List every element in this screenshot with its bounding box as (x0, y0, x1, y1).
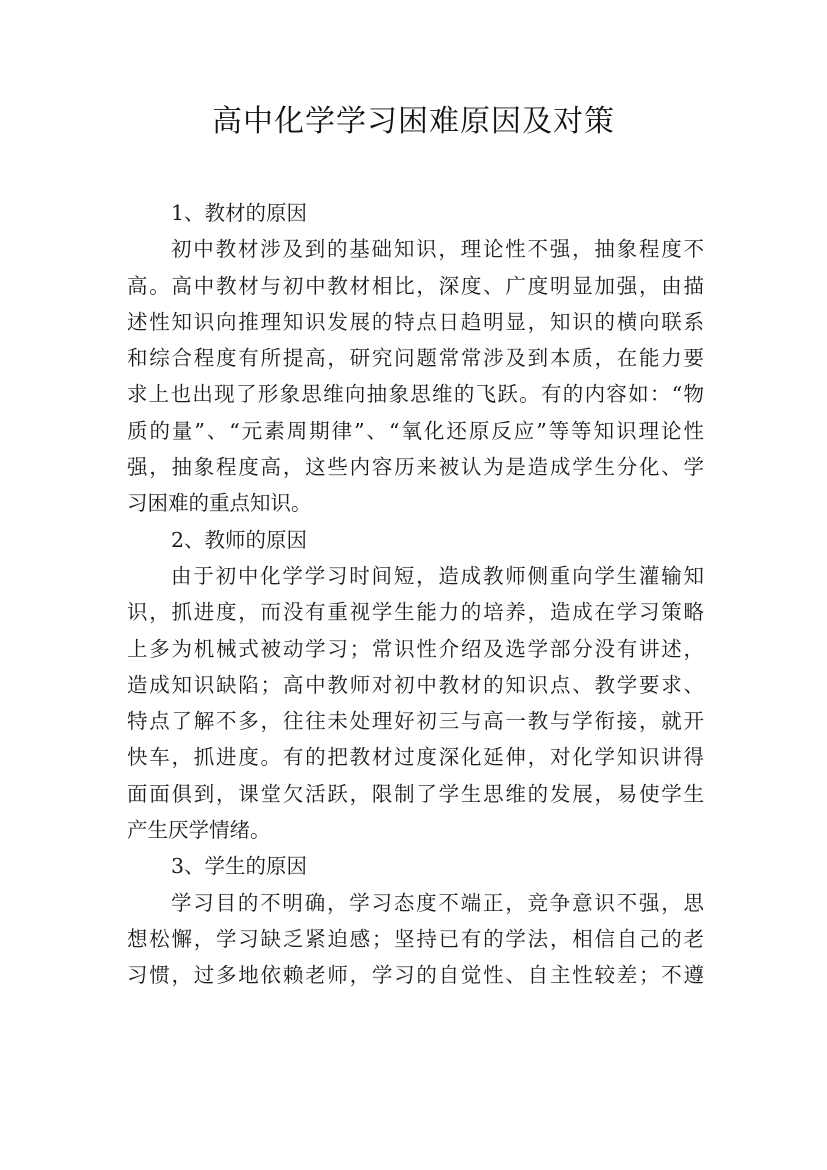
paragraph-line: 初中教材涉及到的基础知识，理论性不强，抽象程度不 (171, 237, 704, 262)
paragraph-line: 面面俱到，课堂欠活跃，限制了学生思维的发展，易使学生 (127, 781, 704, 806)
document-title: 高中化学学习困难原因及对策 (212, 104, 615, 139)
paragraph-line: 上多为机械式被动学习；常识性介绍及选学部分没有讲述， (127, 636, 704, 661)
paragraph-line: 想松懈，学习缺乏紧迫感；坚持已有的学法，相信自己的老 (127, 926, 704, 951)
paragraph-line: 特点了解不多，往往未处理好初三与高一教与学衔接，就开 (127, 709, 704, 734)
paragraph-line: 述性知识向推理知识发展的特点日趋明显，知识的横向联系 (127, 309, 704, 334)
paragraph-line: 习惯，过多地依赖老师，学习的自觉性、自主性较差；不遵 (127, 963, 704, 988)
paragraph-line: 快车，抓进度。有的把教材过度深化延伸，对化学知识讲得 (127, 745, 704, 770)
paragraph-line: 求上也出现了形象思维向抽象思维的飞跃。有的内容如：“物 (127, 382, 704, 407)
paragraph-line: 造成知识缺陷；高中教师对初中教材的知识点、教学要求、 (127, 672, 704, 697)
paragraph-line: 习困难的重点知识。 (127, 491, 312, 516)
paragraph-line: 质的量”、“元素周期律”、“氧化还原反应”等等知识理论性 (127, 418, 704, 443)
paragraph-line: 由于初中化学学习时间短，造成教师侧重向学生灌输知 (171, 563, 704, 588)
paragraph-line: 产生厌学情绪。 (127, 818, 271, 843)
section-heading: 1、教材的原因 (171, 201, 308, 225)
paragraph-line: 和综合程度有所提高，研究问题常常涉及到本质，在能力要 (127, 346, 704, 371)
paragraph-line: 高。高中教材与初中教材相比，深度、广度明显加强，由描 (127, 273, 704, 298)
document-body (127, 195, 704, 994)
section-heading: 3、学生的原因 (171, 854, 308, 879)
paragraph-line: 学习目的不明确，学习态度不端正，竞争意识不强，思 (171, 890, 704, 915)
paragraph-line: 识，抓进度，而没有重视学生能力的培养，造成在学习策略 (127, 600, 704, 625)
paragraph-line: 强，抽象程度高，这些内容历来被认为是造成学生分化、学 (127, 455, 704, 480)
section-heading: 2、教师的原因 (171, 527, 308, 552)
